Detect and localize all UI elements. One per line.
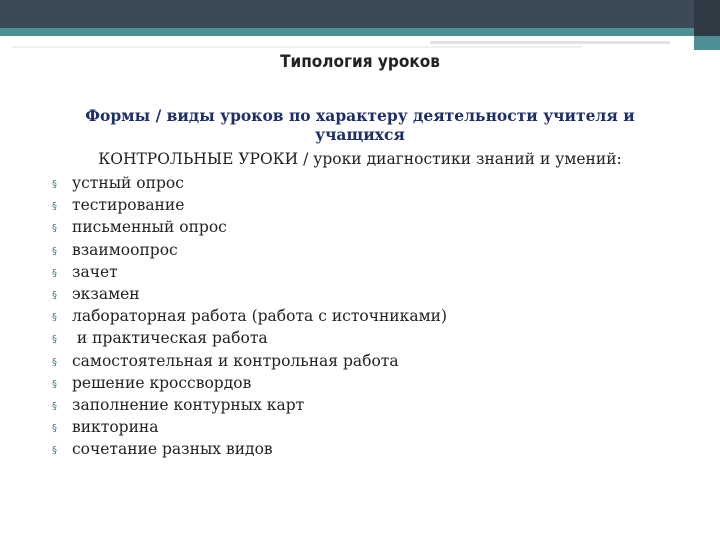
list-item bbox=[52, 194, 447, 216]
slide-title: Типология уроков bbox=[280, 52, 440, 72]
decorative-line bbox=[12, 46, 582, 48]
header-bar bbox=[0, 0, 720, 28]
bullet-icon: § bbox=[52, 334, 57, 346]
list-item bbox=[52, 394, 447, 416]
bullet-icon: § bbox=[52, 356, 57, 368]
bullet-icon: § bbox=[52, 312, 57, 324]
list-item-text: устный опрос bbox=[72, 174, 184, 192]
list-item bbox=[52, 327, 447, 349]
bullet-icon: § bbox=[52, 400, 57, 412]
list-item-text: решение кроссвордов bbox=[72, 373, 252, 392]
list-item bbox=[52, 239, 447, 261]
bullet-icon: § bbox=[52, 423, 57, 435]
list-item bbox=[52, 372, 447, 394]
list-item-text: взаимоопрос bbox=[72, 240, 178, 259]
list-item-text: тестирование bbox=[72, 196, 185, 215]
list-item bbox=[52, 172, 447, 194]
list-item bbox=[52, 216, 447, 238]
list-item-text: викторина bbox=[72, 418, 159, 437]
list-item bbox=[52, 350, 447, 372]
bullet-icon: § bbox=[52, 245, 57, 257]
bullet-icon: § bbox=[52, 223, 57, 235]
list-item bbox=[52, 261, 447, 283]
list-item-text: заполнение контурных карт bbox=[72, 395, 305, 414]
list-item-text: экзамен bbox=[72, 284, 140, 303]
section-heading: КОНТРОЛЬНЫЕ УРОКИ / уроки диагностики знаний и умений: bbox=[98, 150, 622, 168]
list-item-text: самостоятельная и контрольная работа bbox=[72, 351, 399, 370]
list-item-text: сочетание разных видов bbox=[72, 440, 273, 459]
bullet-icon: § bbox=[52, 179, 57, 190]
header-corner-accent bbox=[694, 36, 720, 50]
list-item bbox=[52, 438, 447, 460]
bullet-icon: § bbox=[52, 445, 57, 457]
bullet-icon: § bbox=[52, 267, 57, 279]
decorative-line bbox=[430, 41, 670, 44]
bullet-list bbox=[52, 172, 447, 460]
list-item-text: зачет bbox=[72, 262, 118, 281]
list-item bbox=[52, 283, 447, 305]
bullet-icon: § bbox=[52, 378, 57, 390]
bullet-icon: § bbox=[52, 289, 57, 301]
header-accent-stripe bbox=[0, 28, 720, 36]
bullet-icon: § bbox=[52, 201, 57, 213]
list-item-text: и практическая работа bbox=[72, 329, 268, 348]
list-item-text: письменный опрос bbox=[72, 218, 227, 237]
list-item bbox=[52, 305, 447, 327]
slide-subtitle: Формы / виды уроков по характеру деятельности учителя и учащихся bbox=[85, 106, 635, 144]
list-item bbox=[52, 416, 447, 438]
list-item-text: лабораторная работа (работа с источниками) bbox=[72, 307, 448, 326]
